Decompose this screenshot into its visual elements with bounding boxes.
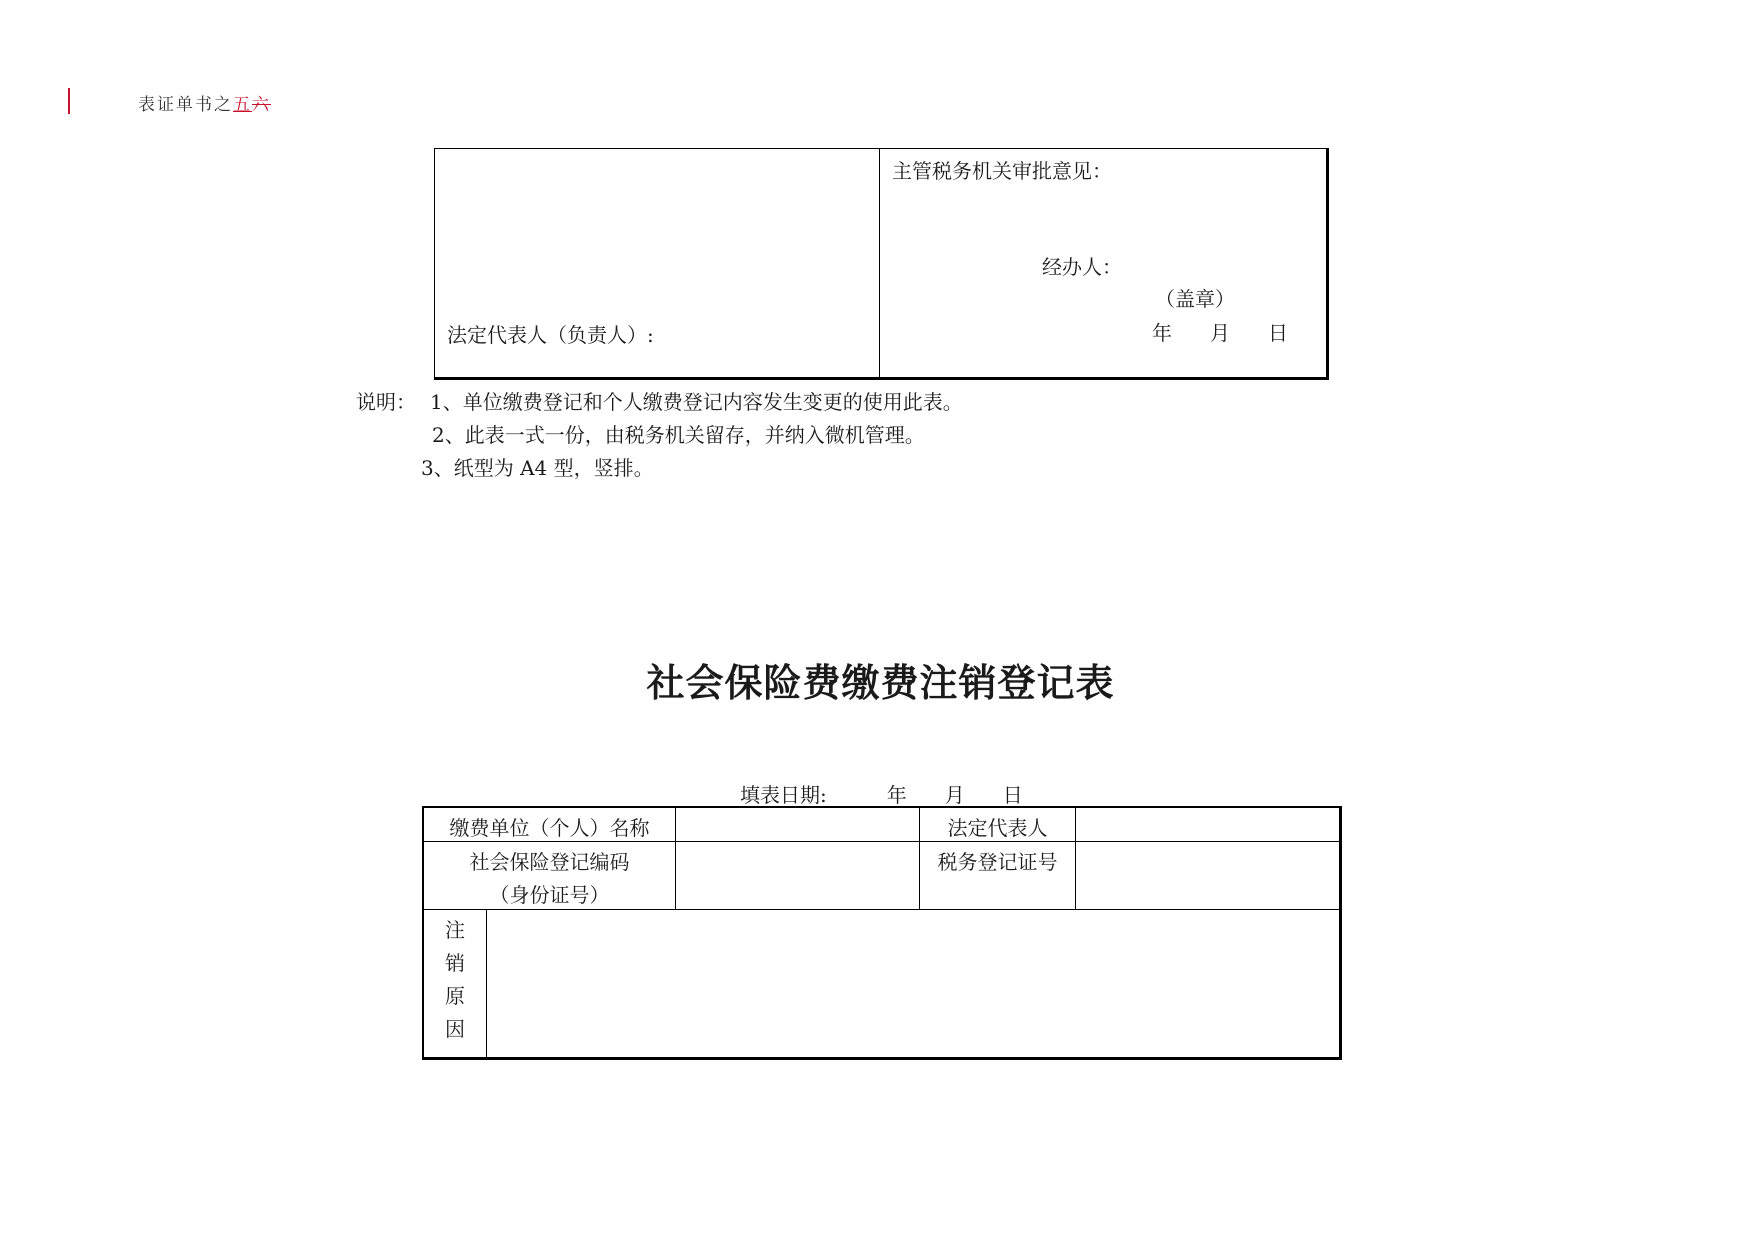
- form-title: [0, 652, 1755, 707]
- seal-label: （盖章）: [1155, 287, 1235, 311]
- note-item-3: 3、纸型为 A4 型，竖排。: [421, 456, 654, 480]
- tax-reg-field[interactable]: [1076, 842, 1339, 909]
- cancel-reason-label: [424, 910, 486, 1046]
- cancel-reason-char: 销: [445, 951, 465, 975]
- note-item-1: 1、单位缴费登记和个人缴费登记内容发生变更的使用此表。: [430, 390, 963, 414]
- note-item-2: 2、此表一式一份，由税务机关留存，并纳入微机管理。: [432, 423, 925, 447]
- header-deleted-text: 六: [252, 95, 271, 115]
- fill-date-year: 年: [886, 783, 907, 807]
- approval-date-month: 月: [1210, 321, 1230, 345]
- fill-date-day: 日: [1002, 783, 1023, 807]
- id-number-label: （身份证号）: [489, 883, 610, 907]
- cancellation-form-table: [422, 806, 1342, 1060]
- payer-name-field[interactable]: [676, 808, 919, 841]
- cancel-reason-field[interactable]: [487, 910, 1339, 1057]
- cancel-reason-char: 因: [445, 1017, 465, 1041]
- cancel-reason-char: 原: [445, 984, 465, 1008]
- approval-right-cell[interactable]: [880, 149, 1326, 377]
- fill-date-label: 填表日期:: [740, 783, 827, 807]
- approval-date: [1152, 317, 1288, 346]
- approval-date-year: 年: [1152, 321, 1172, 345]
- header-inserted-text: 五: [233, 95, 252, 115]
- tax-reg-label: 税务登记证号: [937, 850, 1058, 874]
- payer-name-label: 缴费单位（个人）名称: [449, 816, 650, 840]
- ss-code-label: 社会保险登记编码: [469, 850, 630, 874]
- notes-heading: 说明：: [356, 390, 416, 414]
- cancel-reason-char: 注: [445, 918, 465, 942]
- fill-date-month: 月: [944, 783, 965, 807]
- handler-label: 经办人：: [1042, 255, 1122, 279]
- header-prefix: 表证单书之: [138, 95, 233, 115]
- header-accent-bar: [68, 88, 70, 114]
- header-text: [138, 90, 271, 115]
- legal-rep-signature-label: 法定代表人（负责人）:: [447, 323, 654, 347]
- fill-date: [740, 779, 1023, 808]
- form-title-text: 社会保险费缴费注销登记表: [646, 660, 1115, 705]
- legal-rep-label: 法定代表人: [947, 816, 1048, 840]
- ss-code-field[interactable]: [676, 842, 919, 909]
- tax-authority-opinion-label: 主管税务机关审批意见：: [892, 159, 1112, 183]
- approval-left-cell[interactable]: [435, 149, 880, 377]
- approval-date-day: 日: [1268, 321, 1288, 345]
- approval-table: [434, 148, 1329, 380]
- legal-rep-field[interactable]: [1076, 808, 1339, 841]
